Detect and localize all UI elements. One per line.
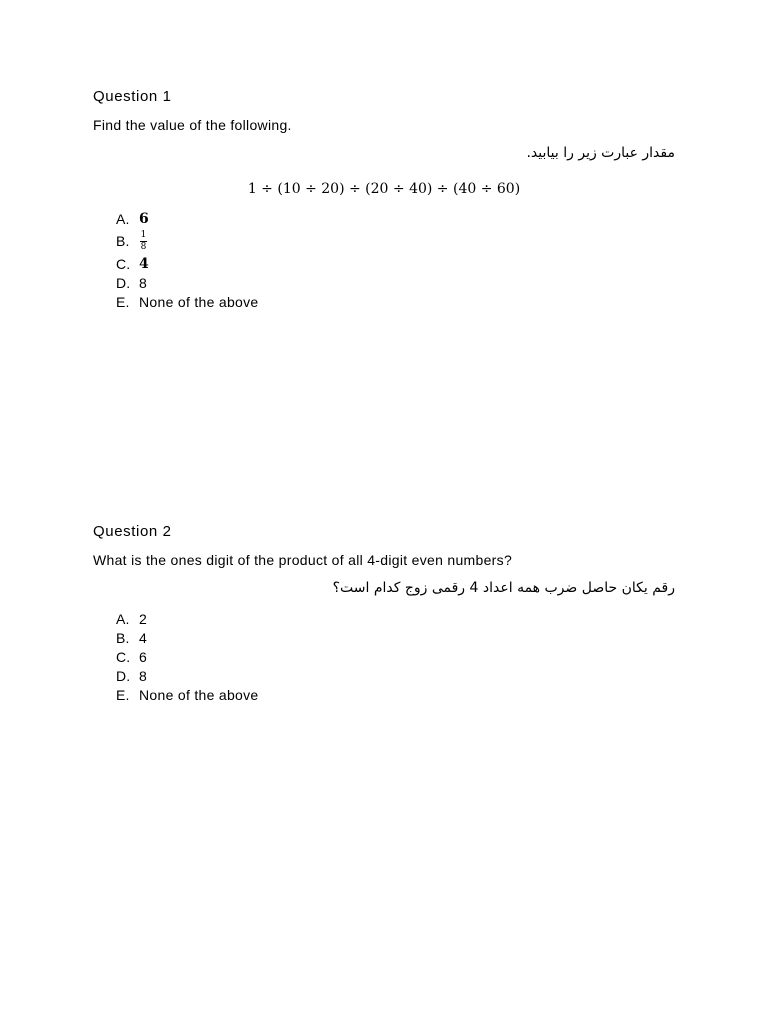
option-value: 6 [139, 210, 149, 227]
option-value: 4 [139, 629, 148, 646]
question-1-text-persian: مقدار عبارت زیر را بیابید. [526, 145, 675, 161]
fraction-numerator: 1 [140, 229, 147, 240]
question-2-text: What is the ones digit of the product of all 4-digit even numbers? [93, 552, 513, 568]
option-value: 2 [139, 610, 148, 627]
option-e [116, 292, 259, 311]
option-d [116, 273, 259, 292]
question-2-title: Question 2 [93, 523, 172, 540]
option-value: 6 [139, 648, 148, 665]
option-value: 4 [139, 255, 149, 272]
option-letter: A. [116, 610, 130, 627]
option-value: 8 [139, 667, 148, 684]
question-1-text: Find the value of the following. [93, 117, 292, 133]
option-e [116, 685, 259, 704]
option-fraction [140, 231, 147, 252]
question-2-options [116, 609, 259, 704]
option-letter: E. [116, 293, 130, 310]
option-c [116, 647, 259, 666]
question-1-expression: 1 ÷ (10 ÷ 20) ÷ (20 ÷ 40) ÷ (40 ÷ 60) [247, 181, 521, 197]
option-letter: D. [116, 667, 131, 684]
option-letter: A. [116, 210, 130, 227]
option-letter: D. [116, 274, 131, 291]
question-1-title: Question 1 [93, 88, 172, 105]
option-a [116, 609, 259, 628]
option-b [116, 228, 259, 254]
option-value: None of the above [139, 293, 259, 310]
option-d [116, 666, 259, 685]
option-letter: C. [116, 255, 131, 272]
option-a [116, 209, 259, 228]
option-c [116, 254, 259, 273]
option-letter: B. [116, 629, 130, 646]
question-2-text-persian: رقم یکان حاصل ضرب همه اعداد 4 رقمی زوج کدام است؟ [332, 580, 675, 596]
option-b [116, 628, 259, 647]
option-letter: C. [116, 648, 131, 665]
option-letter: B. [116, 233, 130, 249]
option-letter: E. [116, 686, 130, 703]
option-value: None of the above [139, 686, 259, 703]
fraction-denominator: 8 [140, 241, 147, 252]
option-value: 8 [139, 274, 148, 291]
question-1-options [116, 209, 259, 311]
